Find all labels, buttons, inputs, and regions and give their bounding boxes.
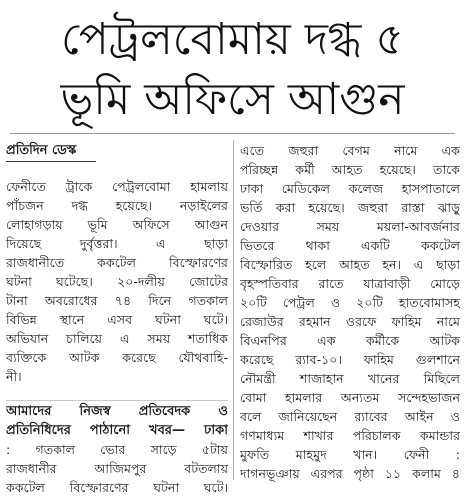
- text-line: বিএনপির এক কর্মীকে আটক: [240, 333, 460, 348]
- text-line: করেছে র‍্যাব-১০। ফাহিম গুলশানে: [240, 352, 460, 367]
- byline-underline: [6, 161, 96, 162]
- text-line: দিয়েছে দুর্বৃত্তরা। এ ছাড়া: [6, 236, 228, 251]
- byline: প্রতিদিন ডেস্ক: [6, 143, 77, 158]
- text-line: রেজাউর রহমান ওরফে ফাহিম নামে: [240, 314, 460, 329]
- column-divider: [233, 140, 234, 480]
- left-body-text-continued: [6, 440, 228, 497]
- text-line: দেওয়ার সময় ময়লা-আবর্জনার: [240, 219, 460, 234]
- text-line: লোহাগড়ায় ভূমি অফিসে আগুন: [6, 217, 228, 232]
- text-line: রাজধানীতে ককটেল বিস্ফোরণের: [6, 255, 228, 270]
- right-body-text: [240, 141, 460, 464]
- text-line: ব্যক্তিকে আটক করেছে যৌথবাহি-: [6, 350, 228, 365]
- text-line: টানা অবরোধের ৭৪ দিনে গতকাল: [6, 293, 228, 308]
- text-line: বোমা হামলার অন্যতম সন্দেহভাজন: [240, 390, 460, 405]
- text-line: : গতকাল ভোর সাড়ে ৫টায়: [6, 442, 228, 457]
- text-line: ককটেল বিস্ফোরণের ঘটনা ঘটে।: [6, 480, 228, 495]
- text-line: ভিতরে থাকা একটি ককটেল: [240, 238, 460, 253]
- text-line: নী।: [6, 369, 22, 384]
- left-column: [6, 141, 228, 497]
- headline-line-1: পেট্রলবোমায় দগ্ধ ৫: [61, 14, 404, 65]
- text-line: ফেনীতে ট্রাকে পেট্রলবোমা হামলায়: [6, 179, 228, 194]
- headline-divider: [10, 133, 455, 134]
- text-line: প্রতিনিধিদের পাঠানো খবর— ঢাকা: [6, 423, 228, 438]
- text-line: মুফতি মাহমুদ খান। ফেনী :: [240, 447, 460, 462]
- text-line: বৃহস্পতিবার রাতে যাত্রাবাড়ী মোড়ে: [240, 276, 460, 291]
- left-body-text: [6, 177, 228, 386]
- text-line: রাজধানীর আজিমপুর বটতলায়: [6, 461, 228, 476]
- headline-line-2: ভূমি অফিসে আগুন: [60, 74, 405, 125]
- text-line: বিভিন্ন স্থানে এসব ঘটনা ঘটে।: [6, 312, 228, 327]
- text-line: এতে জহুরা বেগম নামে এক: [240, 143, 460, 158]
- text-line: ঢাকা মেডিকেল কলেজ হাসপাতালে: [240, 181, 460, 196]
- text-line: গণমাধ্যম শাখার পরিচালক কমান্ডার: [240, 428, 460, 443]
- text-line: পাঁচজন দগ্ধ হয়েছে। নড়াইলের: [6, 198, 228, 213]
- text-line: অভিযান চালিয়ে এ সময় শতাধিক: [6, 331, 228, 346]
- text-line: বলে জানিয়েছেন র‍্যাবের আইন ও: [240, 409, 460, 424]
- text-line: আমাদের নিজস্ব প্রতিবেদক ও: [6, 404, 228, 419]
- right-column: [240, 141, 460, 483]
- text-line: ২০টি পেট্রল ও ২০টি হাতবোমাসহ: [240, 295, 460, 310]
- text-line: বিস্ফোরিত হলে আহত হন। এ ছাড়া: [240, 257, 460, 272]
- continuation-line: দাগনভূঞায় এরপর পৃষ্ঠা ১১ কলাম ৪: [240, 466, 460, 481]
- section-divider: [6, 400, 228, 401]
- text-line: ভর্তি করা হয়েছে। জহুরা রাস্তা ঝাড়ু: [240, 200, 460, 215]
- text-line: নৌমন্ত্রী শাজাহান খানের মিছিলে: [240, 371, 460, 386]
- text-line: ঘটনা ঘটেছে। ২০-দলীয় জোটের: [6, 274, 228, 289]
- source-credit: [6, 402, 228, 440]
- text-line: পরিচ্ছন্ন কর্মী আহত হয়েছে। তাকে: [240, 162, 460, 177]
